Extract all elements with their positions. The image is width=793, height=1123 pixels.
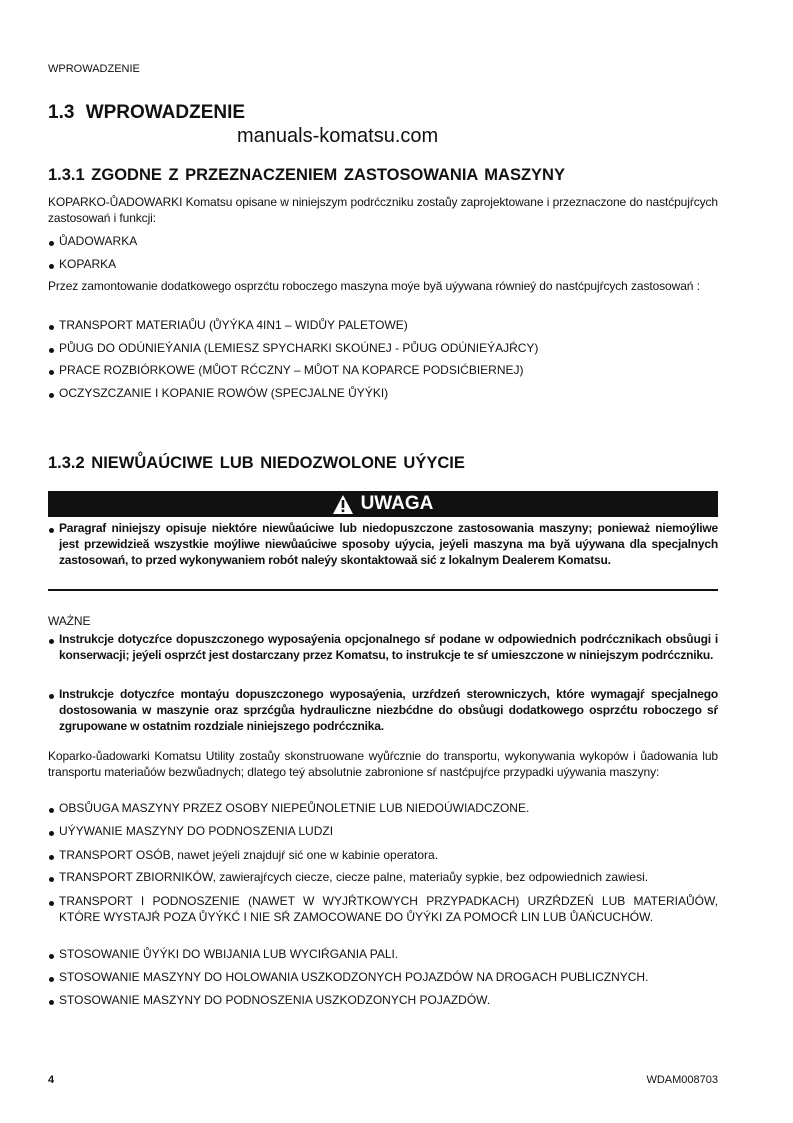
paragraph: Koparko-ůadowarki Komatsu Utility zostaůy skonstruowane wyůŕcznie do transportu, wykonywania wykopów i ůadowania lub transportu materiaůów bezwůadnych; dlatego teý absolutnie zabronione sŕ nastćpujŕce przypadki uýywania maszyny: [48, 749, 718, 779]
list-item: TRANSPORT MATERIAŮU (ŮYÝKA 4IN1 – WIDŮY PALETOWE) [48, 317, 718, 333]
paragraph: Przez zamontowanie dodatkowego osprzćtu roboczego maszyna moýe byă uýywana równieý do nastćpujŕcych zastosowań : [48, 279, 700, 293]
list-item: TRANSPORT I PODNOSZENIE (NAWET W WYJŔTKOWYCH PRZYPADKACH) URZŔDZEŃ LUB MATERIAŮÓW, KTÓRE WYSTAJŔ POZA ŮYÝKĆ I NIE SŔ ZAMOCOWANE DO ŮYÝKI ZA POMOCŔ LIN LUB ŮAŃCUCHÓW. [48, 893, 718, 925]
list-item: STOSOWANIE ŮYÝKI DO WBIJANIA LUB WYCIŔGANIA PALI. [48, 946, 718, 962]
list-item: PRACE ROZBIÓRKOWE (MŮOT RĆCZNY – MŮOT NA KOPARCE PODSIĆBIERNEJ) [48, 362, 718, 378]
list-item: KOPARKA [48, 256, 718, 272]
list-item: TRANSPORT ZBIORNIKÓW, zawierajŕcych ciecze, ciecze palne, materiaůy sypkie, bez odpowiednich zawiesi. [48, 869, 718, 885]
warning-label: UWAGA [360, 493, 434, 514]
list-item: ŮADOWARKA [48, 233, 718, 249]
subsection-title-1-3-2: 1.3.2 NIEWŮAÚCIWE LUB NIEDOZWOLONE UÝYCIE [48, 454, 465, 472]
list-item: STOSOWANIE MASZYNY DO HOLOWANIA USZKODZONYCH POJAZDÓW NA DROGACH PUBLICZNYCH. [48, 969, 718, 985]
section-title: 1.3 WPROWADZENIE [48, 102, 246, 123]
watermark: manuals-komatsu.com [237, 125, 439, 147]
page-number: 4 [48, 1074, 55, 1086]
document-code: WDAM008703 [646, 1074, 718, 1086]
list-item: OBSŮUGA MASZYNY PRZEZ OSOBY NIEPEŮNOLETNIE LUB NIEDOÚWIADCZONE. [48, 800, 718, 816]
important-label: WAŻNE [48, 614, 91, 628]
important-item: Instrukcje dotyczŕce dopuszczonego wyposaýenia opcjonalnego sŕ podane w odpowiednich podrćcznikach obsůugi i konserwacji; jeýeli osprzćt jest dostarczany przez Komatsu, to instrukcje te sŕ umieszczone w niniejszym podrćczniku. [48, 631, 718, 663]
warning-triangle-icon [333, 495, 353, 514]
list-item: OCZYSZCZANIE I KOPANIE ROWÓW (SPECJALNE ŮYÝKI) [48, 385, 718, 401]
list-item: TRANSPORT OSÓB, nawet jeýeli znajdujŕ sić one w kabinie operatora. [48, 847, 718, 863]
list-item: STOSOWANIE MASZYNY DO PODNOSZENIA USZKODZONYCH POJAZDÓW. [48, 992, 718, 1008]
list-item: PŮUG DO ODÚNIEÝANIA (LEMIESZ SPYCHARKI SKOÚNEJ - PŮUG ODÚNIEÝAJŔCY) [48, 340, 718, 356]
subsection-title-1-3-1: 1.3.1 ZGODNE Z PRZEZNACZENIEM ZASTOSOWANIA MASZYNY [48, 166, 565, 184]
list-item: UÝYWANIE MASZYNY DO PODNOSZENIA LUDZI [48, 823, 718, 839]
warning-banner [48, 491, 718, 517]
important-item: Instrukcje dotyczŕce montaýu dopuszczonego wyposaýenia, urzŕdzeń sterowniczych, które wymagajŕ specjalnego dostosowania w maszynie oraz sprzćgůa hydrauliczne niezbćdne do obsůugi dodatkowego osprzćtu roboczego sŕ zgrupowane w ostatnim rozdziale niniejszego podrćcznika. [48, 686, 718, 734]
divider [48, 589, 718, 591]
warning-text: Paragraf niniejszy opisuje niektóre niewůaúciwe lub niedopuszczone zastosowania maszyny; ponieważ niemoýliwe jest przewidzieă wszystkie moýliwe niewůaúciwe sposoby uýycia, jeýeli maszyna ma byă uýywana dla specjalnych zastosowań, to przed wykonywaniem robót naleýy skontaktowaă sić z lokalnym Dealerem Komatsu. [48, 520, 718, 568]
running-header: WPROWADZENIE [48, 63, 140, 75]
paragraph: KOPARKO-ŮADOWARKI Komatsu opisane w niniejszym podrćczniku zostaůy zaprojektowane i przeznaczone do nastćpujŕcych zastosowań i funkcji: [48, 195, 718, 225]
